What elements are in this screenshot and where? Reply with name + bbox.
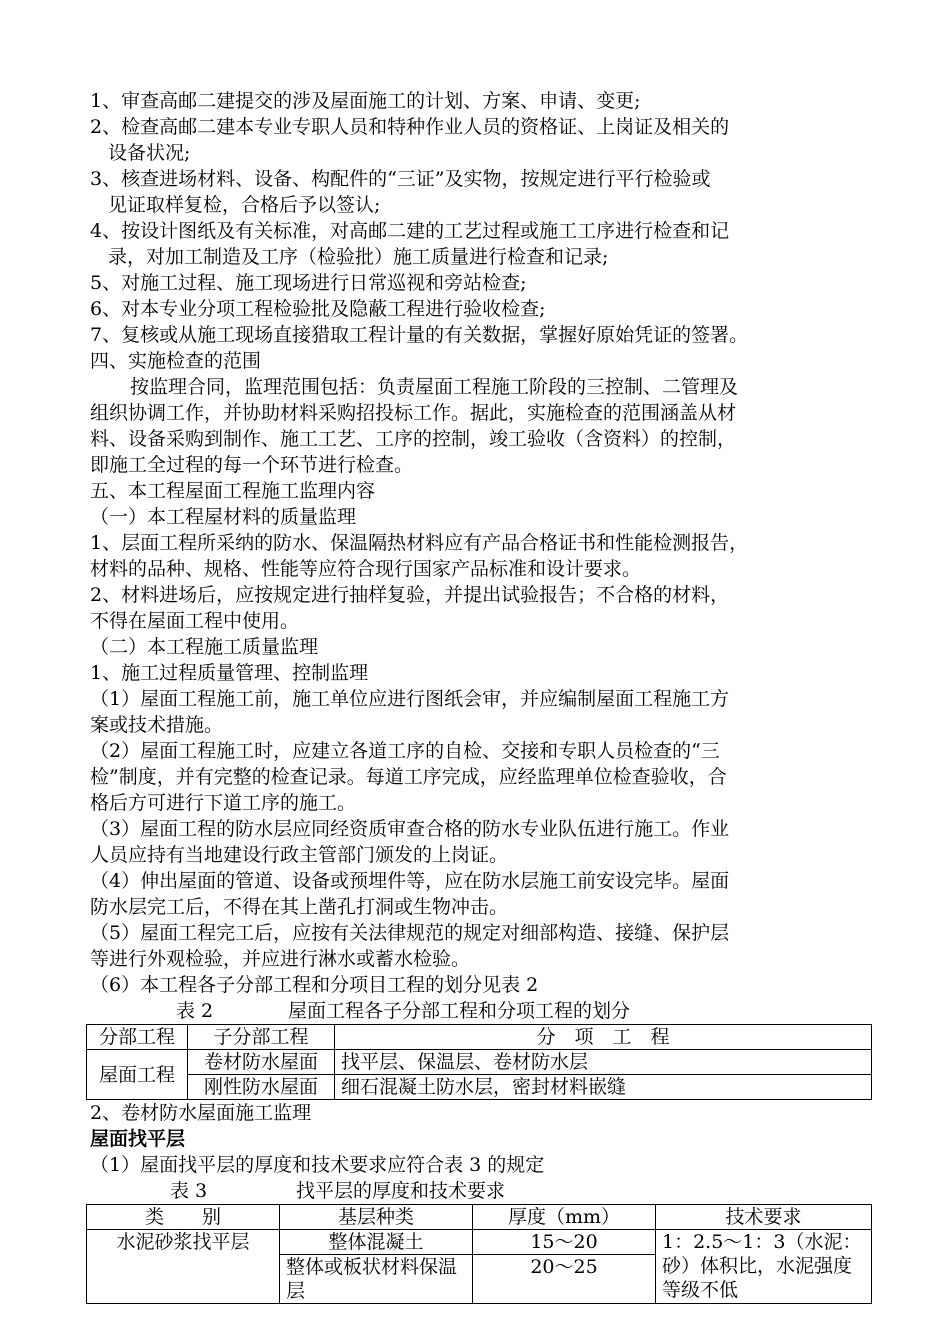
list-item: 5、对施工过程、施工现场进行日常巡视和旁站检查; bbox=[90, 272, 527, 294]
list-item: 1、审查高邮二建提交的涉及屋面施工的计划、方案、申请、变更; bbox=[90, 90, 641, 112]
division-table bbox=[86, 1024, 872, 1100]
paragraph-line: 格后方可进行下道工序的施工。 bbox=[90, 792, 357, 814]
list-item: 6、对本专业分项工程检验批及隐蔽工程进行验收检查; bbox=[90, 298, 546, 320]
bold-heading: 屋面找平层 bbox=[90, 1128, 186, 1150]
paragraph-line: 不得在屋面工程中使用。 bbox=[90, 610, 300, 632]
table-row bbox=[87, 1230, 872, 1255]
thickness-table bbox=[86, 1204, 872, 1304]
paragraph-line: 即施工全过程的每一个环节进行检查。 bbox=[90, 454, 414, 476]
list-item: 4、按设计图纸及有关标准，对高邮二建的工艺过程或施工工序进行检查和记 bbox=[90, 220, 730, 242]
paragraph-line: 按监理合同，监理范围包括：负责屋面工程施工阶段的三控制、二管理及 bbox=[130, 376, 739, 398]
paragraph-line: （4）伸出屋面的管道、设备或预埋件等，应在防水层施工前安设完毕。屋面 bbox=[90, 870, 730, 892]
table-title: 找平层的厚度和技术要求 bbox=[296, 1180, 506, 1202]
section-heading: 五、本工程屋面工程施工监理内容 bbox=[90, 480, 376, 502]
table-cell: 整体混凝土 bbox=[280, 1230, 473, 1255]
table-cell: 20～25 bbox=[473, 1255, 656, 1304]
table-header-cell: 基层种类 bbox=[280, 1205, 473, 1230]
paragraph-line: 等进行外观检验，并应进行淋水或蓄水检验。 bbox=[90, 948, 471, 970]
paragraph-line: 1、施工过程质量管理、控制监理 bbox=[90, 662, 369, 684]
paragraph-line: 案或技术措施。 bbox=[90, 714, 224, 736]
table-cell-group: 屋面工程 bbox=[87, 1050, 188, 1100]
subsection-heading: （一）本工程屋材料的质量监理 bbox=[90, 506, 357, 528]
subsection-heading: 2、卷材防水屋面施工监理 bbox=[90, 1102, 312, 1124]
table-header-cell: 子分部工程 bbox=[188, 1025, 335, 1050]
table-cell: 细石混凝土防水层，密封材料嵌缝 bbox=[335, 1075, 872, 1100]
list-item-continuation: 录，对加工制造及工序（检验批）施工质量进行检查和记录; bbox=[108, 246, 609, 268]
paragraph-line: （1）屋面工程施工前，施工单位应进行图纸会审，并应编制屋面工程施工方 bbox=[90, 688, 730, 710]
list-item: 7、复核或从施工现场直接猎取工程计量的有关数据，掌握好原始凭证的签署。 bbox=[90, 324, 749, 346]
table-cell: 整体或板状材料保温层 bbox=[280, 1255, 473, 1304]
subsection-heading: （二）本工程施工质量监理 bbox=[90, 636, 319, 658]
paragraph-line: 材料的品种、规格、性能等应符合现行国家产品标准和设计要求。 bbox=[90, 558, 642, 580]
paragraph-line: 防水层完工后，不得在其上凿孔打洞或生物冲击。 bbox=[90, 896, 509, 918]
table-row bbox=[87, 1075, 872, 1100]
table-cell: 找平层、保温层、卷材防水层 bbox=[335, 1050, 872, 1075]
paragraph-line: （2）屋面工程施工时，应建立各道工序的自检、交接和专职人员检查的“三 bbox=[90, 740, 720, 762]
paragraph-line: 人员应持有当地建设行政主管部门颁发的上岗证。 bbox=[90, 844, 509, 866]
table-row bbox=[87, 1050, 872, 1075]
paragraph-line: 1、层面工程所采纳的防水、保温隔热材料应有产品合格证书和性能检测报告， bbox=[90, 532, 749, 554]
table-header-cell: 厚度（mm） bbox=[473, 1205, 656, 1230]
paragraph-line: 检”制度，并有完整的检查记录。每道工序完成，应经监理单位检查验收，合 bbox=[90, 766, 727, 788]
table-number: 表 2 bbox=[176, 1000, 214, 1022]
table-cell: 15～20 bbox=[473, 1230, 656, 1255]
paragraph-line: （5）屋面工程完工后，应按有关法律规范的规定对细部构造、接缝、保护层 bbox=[90, 922, 730, 944]
section-heading: 四、实施检查的范围 bbox=[90, 350, 262, 372]
paragraph-line: （6）本工程各子分部工程和分项目工程的划分见表 2 bbox=[90, 974, 539, 996]
paragraph-line: 组织协调工作，并协助材料采购招投标工作。据此，实施检查的范围涵盖从材 bbox=[90, 402, 737, 424]
table-cell: 卷材防水屋面 bbox=[188, 1050, 335, 1075]
table-number: 表 3 bbox=[170, 1180, 208, 1202]
table-header-cell: 分 项 工 程 bbox=[335, 1025, 872, 1050]
paragraph-line: 料、设备采购到制作、施工工艺、工序的控制，竣工验收（含资料）的控制， bbox=[90, 428, 737, 450]
document-body bbox=[90, 88, 880, 1304]
table-cell-tech-requirement: 1：2.5～1：3（水泥：砂）体积比，水泥强度等级不低 bbox=[656, 1230, 872, 1304]
table-cell: 刚性防水屋面 bbox=[188, 1075, 335, 1100]
table-header-cell: 技术要求 bbox=[656, 1205, 872, 1230]
list-item-continuation: 设备状况; bbox=[108, 142, 191, 164]
table-header-row bbox=[87, 1205, 872, 1230]
table-title: 屋面工程各子分部工程和分项工程的划分 bbox=[288, 1000, 631, 1022]
table-caption bbox=[90, 1178, 880, 1204]
table-header-cell: 分部工程 bbox=[87, 1025, 188, 1050]
table-header-row bbox=[87, 1025, 872, 1050]
list-item: 2、检查高邮二建本专业专职人员和特种作业人员的资格证、上岗证及相关的 bbox=[90, 116, 730, 138]
table-cell-category: 水泥砂浆找平层 bbox=[87, 1230, 280, 1304]
table-header-cell: 类 别 bbox=[87, 1205, 280, 1230]
paragraph-line: （1）屋面找平层的厚度和技术要求应符合表 3 的规定 bbox=[90, 1154, 545, 1176]
paragraph-line: （3）屋面工程的防水层应同经资质审查合格的防水专业队伍进行施工。作业 bbox=[90, 818, 730, 840]
list-item: 3、核查进场材料、设备、构配件的“三证”及实物，按规定进行平行检验或 bbox=[90, 168, 711, 190]
paragraph-line: 2、材料进场后，应按规定进行抽样复验，并提出试验报告；不合格的材料， bbox=[90, 584, 730, 606]
table-caption bbox=[90, 998, 880, 1024]
list-item-continuation: 见证取样复检，合格后予以签认; bbox=[108, 194, 381, 216]
